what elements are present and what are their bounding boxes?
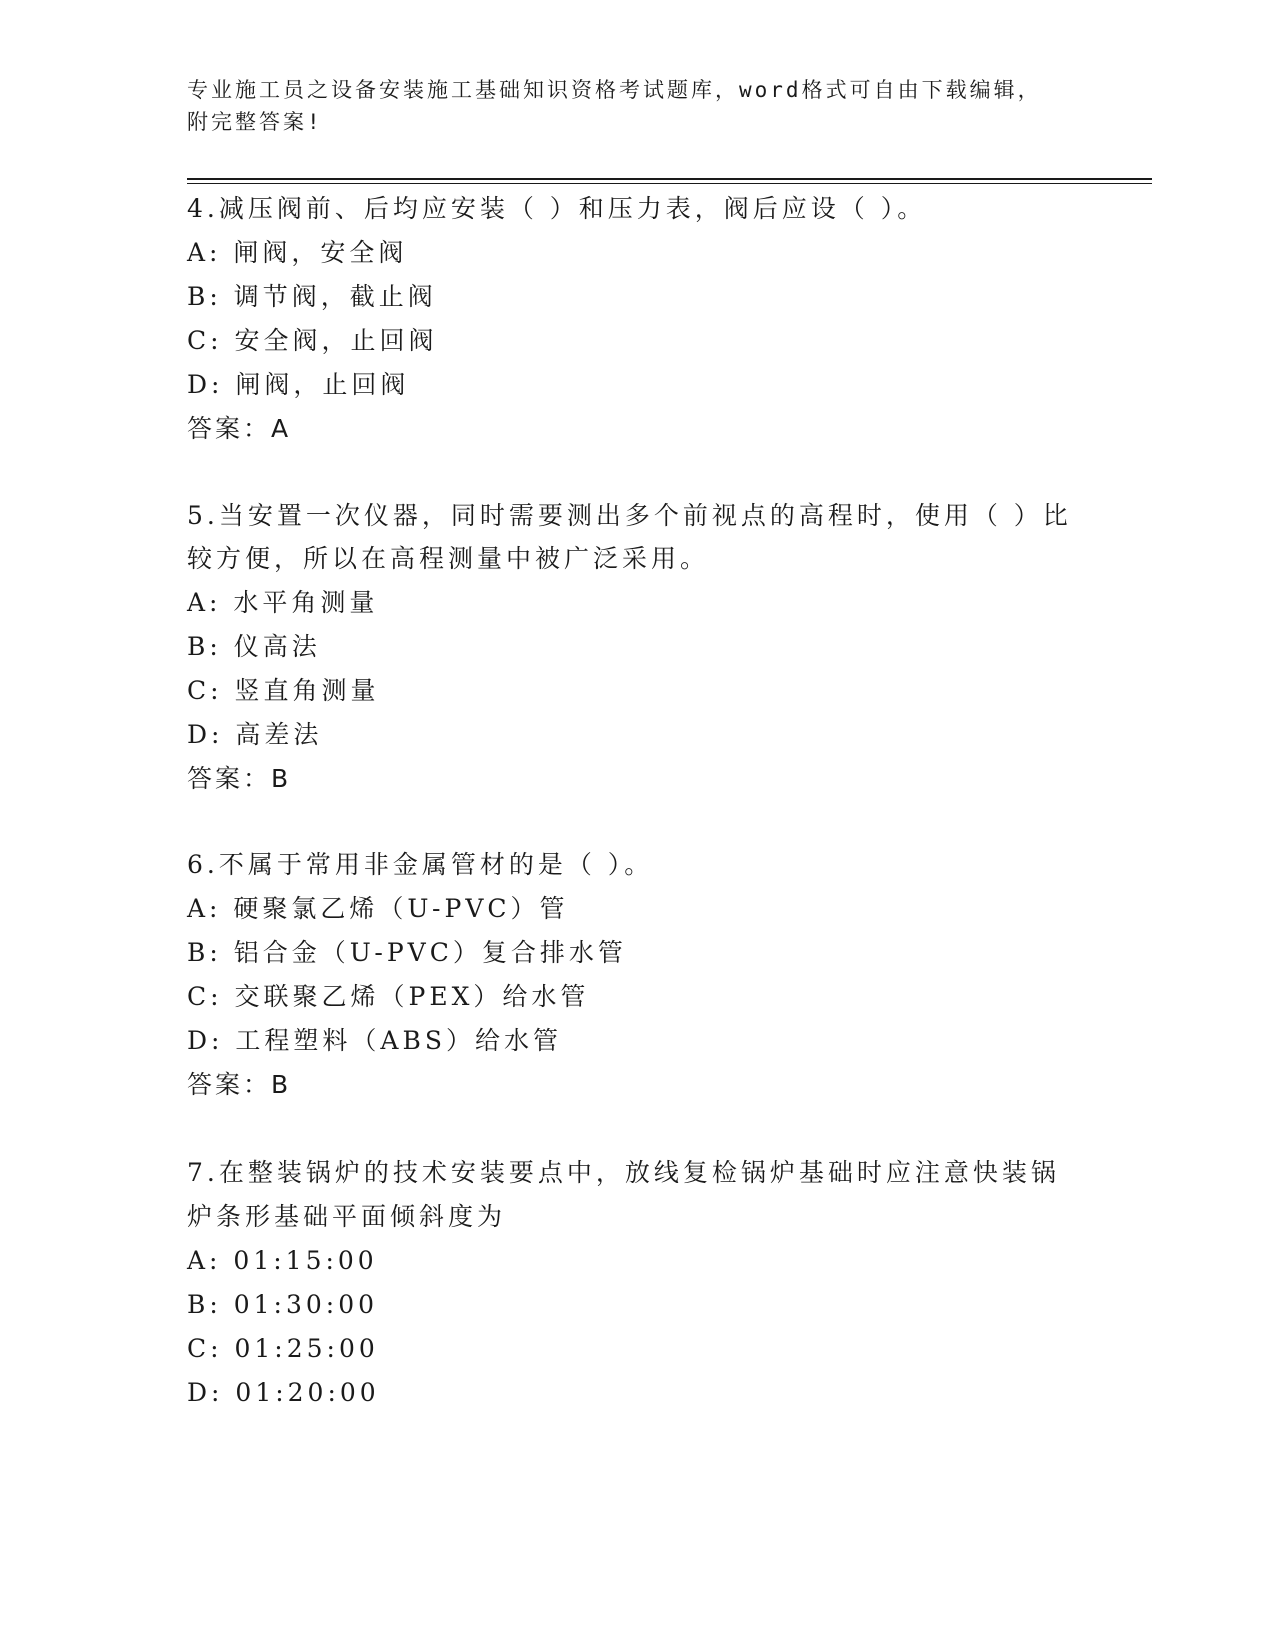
- q6-option-d: D: 工程塑料（ABS）给水管: [187, 1026, 562, 1055]
- q7-stem-line-2: 炉条形基础平面倾斜度为: [187, 1202, 507, 1231]
- q6-option-b: B: 铝合金（U-PVC）复合排水管: [187, 938, 627, 967]
- q5-option-c: C: 竖直角测量: [187, 676, 380, 705]
- q7-option-a: A: 01:15:00: [187, 1246, 378, 1275]
- q6-answer: 答案：B: [187, 1070, 292, 1099]
- q6-option-a: A: 硬聚氯乙烯（U-PVC）管: [187, 894, 569, 923]
- q4-answer: 答案：A: [187, 414, 292, 443]
- header-line-1: 专业施工员之设备安装施工基础知识资格考试题库，word格式可自由下载编辑，: [187, 78, 1042, 102]
- q4-stem-line-1: 4.减压阀前、后均应安装（ ）和压力表，阀后应设（ ）。: [187, 194, 927, 223]
- q7-option-b: B: 01:30:00: [187, 1290, 379, 1319]
- header-divider-thin: [187, 183, 1152, 184]
- q4-option-d: D: 闸阀，止回阀: [187, 370, 410, 399]
- q5-option-d: D: 高差法: [187, 720, 323, 749]
- q5-option-b: B: 仪高法: [187, 632, 321, 661]
- q5-stem-line-1: 5.当安置一次仪器，同时需要测出多个前视点的高程时，使用（ ）比: [187, 501, 1072, 530]
- q7-stem-line-1: 7.在整装锅炉的技术安装要点中，放线复检锅炉基础时应注意快装锅: [187, 1158, 1060, 1187]
- document-header: [187, 74, 1087, 138]
- header-divider-thick: [187, 178, 1152, 180]
- q4-option-b: B: 调节阀，截止阀: [187, 282, 437, 311]
- q4-option-c: C: 安全阀，止回阀: [187, 326, 438, 355]
- q5-stem-line-2: 较方便，所以在高程测量中被广泛采用。: [187, 544, 710, 573]
- header-line-2: 附完整答案!: [187, 110, 323, 134]
- q6-stem-line-1: 6.不属于常用非金属管材的是（ ）。: [187, 850, 654, 879]
- q5-answer: 答案：B: [187, 764, 292, 793]
- q7-option-d: D: 01:20:00: [187, 1378, 380, 1407]
- q4-option-a: A: 闸阀，安全阀: [187, 238, 408, 267]
- q6-option-c: C: 交联聚乙烯（PEX）给水管: [187, 982, 590, 1011]
- q7-option-c: C: 01:25:00: [187, 1334, 379, 1363]
- q5-option-a: A: 水平角测量: [187, 588, 379, 617]
